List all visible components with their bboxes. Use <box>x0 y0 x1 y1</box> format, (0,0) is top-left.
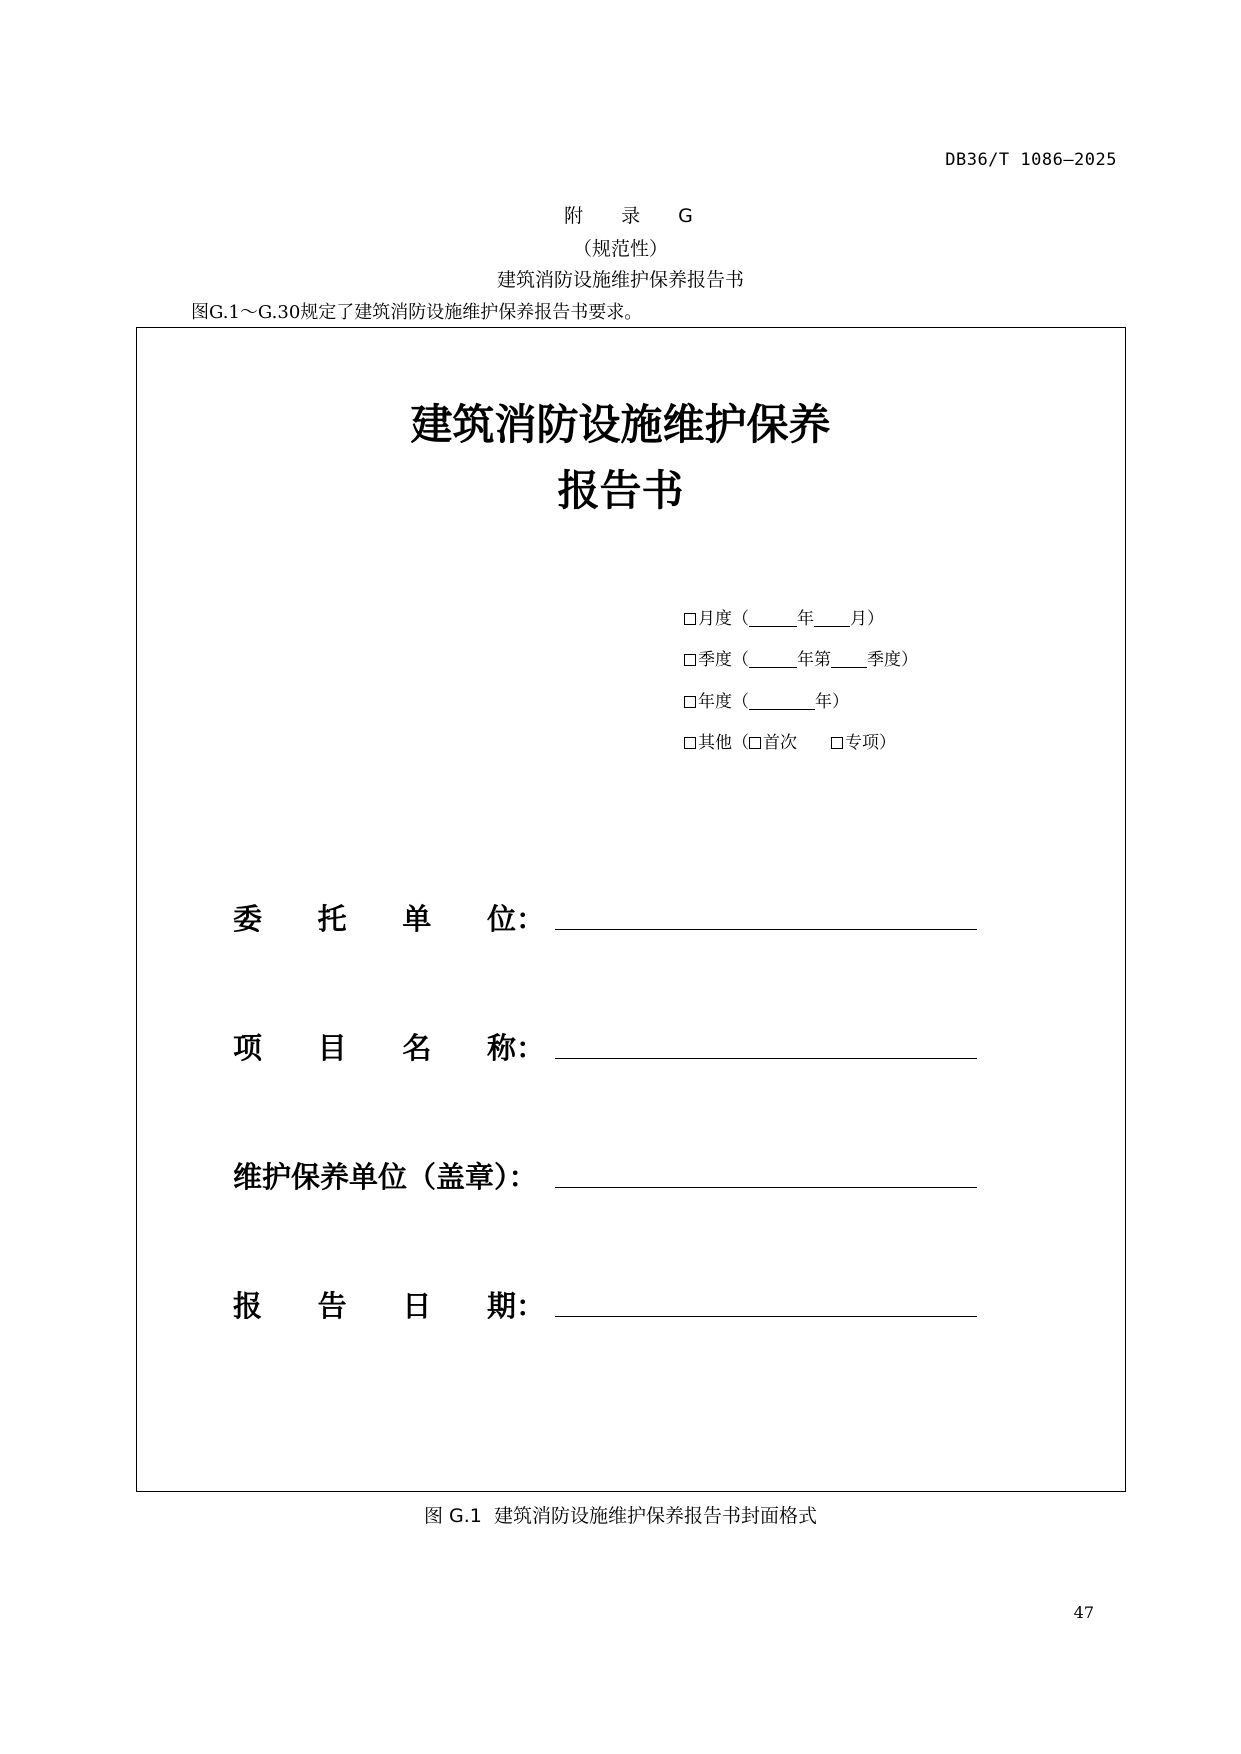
date-char-4: 期： <box>486 1289 545 1323</box>
monthly-checkbox[interactable] <box>684 613 696 625</box>
project-char-1: 项 <box>233 1031 263 1065</box>
project-name-input-line[interactable] <box>555 1058 977 1059</box>
other-checkbox[interactable] <box>684 737 696 749</box>
period-option-other <box>684 728 896 753</box>
project-char-4: 称： <box>486 1031 545 1065</box>
client-unit-input-line[interactable] <box>555 929 977 930</box>
quarterly-quarter-label: 季度） <box>867 650 918 670</box>
appendix-intro: 图G.1～G.30规定了建筑消防设施维护保养报告书要求。 <box>191 302 643 323</box>
period-option-quarterly <box>684 645 918 670</box>
annual-year-blank[interactable] <box>749 693 815 710</box>
document-code: DB36/T 1086—2025 <box>945 150 1117 170</box>
monthly-year-label: 年 <box>797 609 814 629</box>
client-char-4: 位： <box>486 902 545 936</box>
date-char-1: 报 <box>233 1289 263 1323</box>
special-checkbox[interactable] <box>831 737 843 749</box>
quarterly-checkbox[interactable] <box>684 654 696 666</box>
first-time-label: 首次 <box>763 733 797 753</box>
page-number: 47 <box>1073 1603 1094 1622</box>
date-char-2: 告 <box>317 1289 347 1323</box>
monthly-month-label: 月） <box>850 609 884 629</box>
maintenance-unit-label: 维护保养单位（盖章）： <box>233 1160 538 1194</box>
project-name-label <box>233 1026 545 1067</box>
quarterly-year-label: 年第 <box>797 650 831 670</box>
client-char-1: 委 <box>233 902 263 936</box>
other-label: 其他（ <box>698 733 749 753</box>
annual-label: 年度（ <box>698 692 749 712</box>
annual-year-label: 年） <box>815 692 849 712</box>
first-time-checkbox[interactable] <box>749 737 761 749</box>
special-label: 专项） <box>845 733 896 753</box>
cover-title-line1: 建筑消防设施维护保养 <box>410 400 831 449</box>
quarterly-year-blank[interactable] <box>749 651 797 668</box>
client-char-3: 单 <box>402 902 432 936</box>
client-char-2: 托 <box>317 902 347 936</box>
appendix-title: 附 录 G <box>564 205 709 227</box>
period-option-annual <box>684 687 849 712</box>
monthly-month-blank[interactable] <box>814 610 850 627</box>
project-char-3: 名 <box>402 1031 432 1065</box>
project-char-2: 目 <box>317 1031 347 1065</box>
client-unit-label <box>233 897 545 938</box>
quarterly-quarter-blank[interactable] <box>831 651 867 668</box>
annual-checkbox[interactable] <box>684 696 696 708</box>
period-option-monthly <box>684 604 884 629</box>
figure-caption: 图 G.1 建筑消防设施维护保养报告书封面格式 <box>424 1505 817 1527</box>
cover-title-line2: 报告书 <box>557 466 684 515</box>
report-date-label <box>233 1284 545 1325</box>
maintenance-unit-input-line[interactable] <box>555 1187 977 1188</box>
appendix-nature: （规范性） <box>572 238 668 260</box>
monthly-year-blank[interactable] <box>749 610 797 627</box>
quarterly-label: 季度（ <box>698 650 749 670</box>
monthly-label: 月度（ <box>698 609 749 629</box>
report-date-input-line[interactable] <box>555 1316 977 1317</box>
appendix-name: 建筑消防设施维护保养报告书 <box>496 269 744 291</box>
date-char-3: 日 <box>402 1289 432 1323</box>
